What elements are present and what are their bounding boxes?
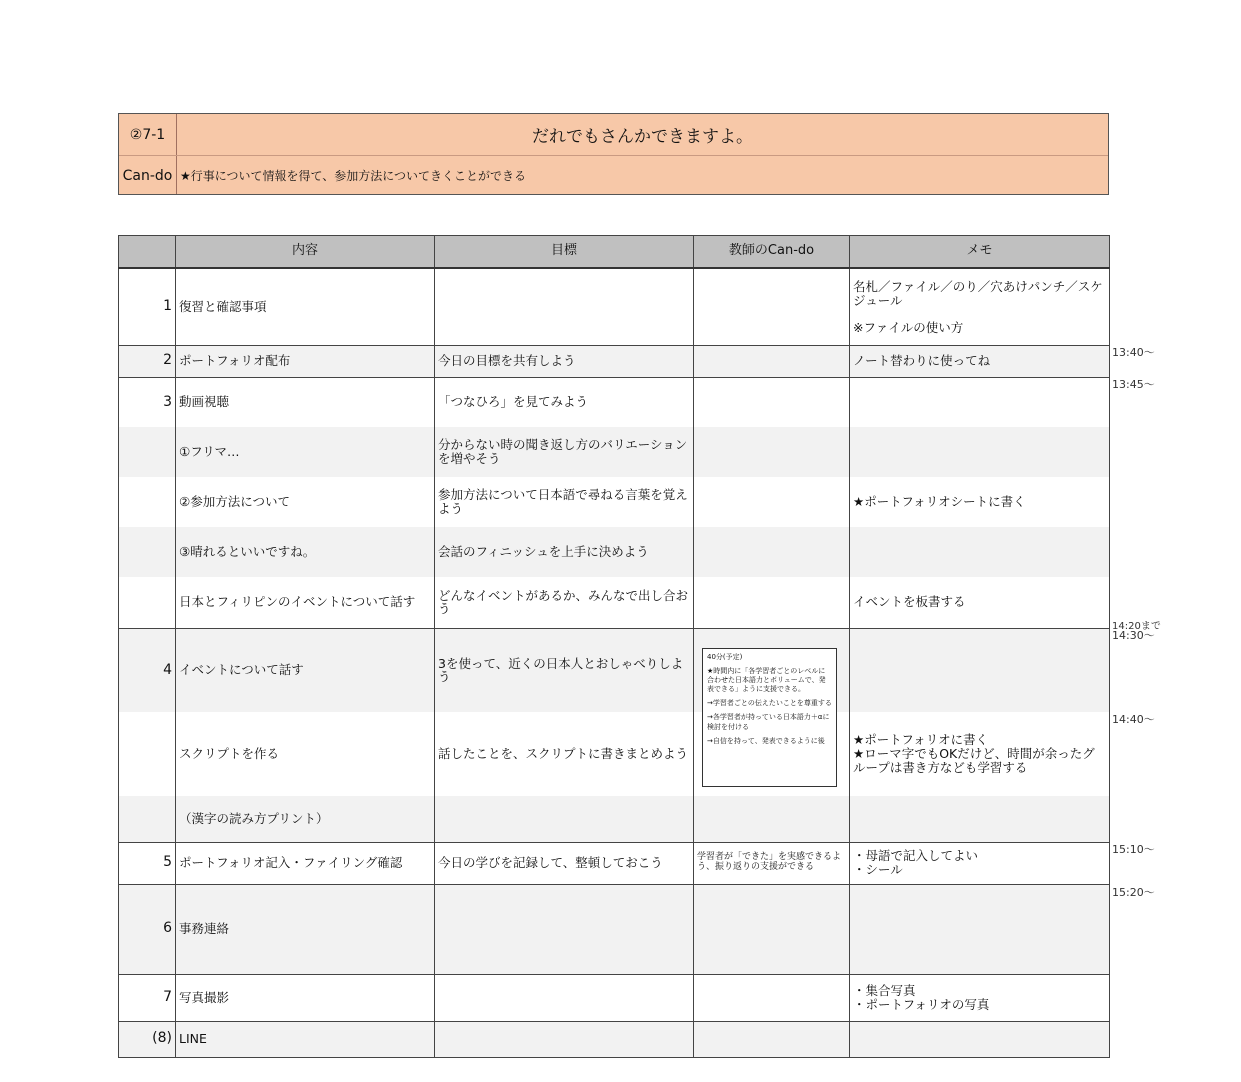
row-content: ②参加方法について xyxy=(176,477,435,527)
row-number xyxy=(119,477,176,527)
time-label: 15:10～ xyxy=(1112,843,1155,856)
row-number xyxy=(119,796,176,842)
row-goal: 今日の目標を共有しよう xyxy=(435,345,694,377)
row-content: ポートフォリオ記入・ファイリング確認 xyxy=(176,842,435,884)
memo-line: ノート替わりに使ってね xyxy=(853,353,991,369)
row-teacher-cando xyxy=(694,527,850,577)
memo-line: ★ポートフォリオシートに書く xyxy=(853,494,1026,510)
row-number: 4 xyxy=(119,628,176,712)
row-number: 6 xyxy=(119,884,176,974)
memo-line: ※ファイルの使い方 xyxy=(853,319,964,335)
lesson-plan-table xyxy=(118,235,1110,1058)
row-goal: 参加方法について日本語で尋ねる言葉を覚えよう xyxy=(435,477,694,527)
memo-line: 名札／ファイル／のり／穴あけパンチ／スケジュール xyxy=(853,279,1103,308)
row-memo xyxy=(850,1021,1110,1057)
row-number: 5 xyxy=(119,842,176,884)
column-header-content: 内容 xyxy=(176,236,435,269)
row-memo xyxy=(850,527,1110,577)
row-goal xyxy=(435,974,694,1021)
row-number xyxy=(119,427,176,477)
table-row xyxy=(119,345,1110,377)
row-memo xyxy=(850,884,1110,974)
row-teacher-cando xyxy=(694,577,850,628)
row-teacher-cando xyxy=(694,377,850,427)
row-teacher-cando: 学習者が「できた」を実感できるよう、振り返りの支援ができる xyxy=(694,842,850,884)
table-header-row xyxy=(119,236,1110,269)
row-number: 2 xyxy=(119,345,176,377)
row-number xyxy=(119,712,176,796)
row-memo xyxy=(850,628,1110,712)
row-content: LINE xyxy=(176,1021,435,1057)
table-row xyxy=(119,577,1110,628)
time-label: 13:40～ xyxy=(1112,346,1155,359)
time-label: 14:40～ xyxy=(1112,713,1155,726)
row-number xyxy=(119,577,176,628)
table-row xyxy=(119,842,1110,884)
row-content: 復習と確認事項 xyxy=(176,268,435,345)
row-teacher-cando xyxy=(694,1021,850,1057)
row-content: イベントについて話す xyxy=(176,628,435,712)
memo-line: ★ローマ字でもOKだけど、時間が余ったグループは書き方なども学習する xyxy=(853,746,1095,775)
row-number: (8) xyxy=(119,1021,176,1057)
time-label: 15:20～ xyxy=(1112,886,1155,899)
table-row xyxy=(119,1021,1110,1057)
row-memo xyxy=(850,712,1110,796)
row-teacher-cando xyxy=(694,345,850,377)
table-row xyxy=(119,796,1110,842)
row-goal xyxy=(435,268,694,345)
row-teacher-cando xyxy=(694,427,850,477)
lesson-title: だれでもさんかできますよ。 xyxy=(532,127,753,147)
column-header-teacher-cando: 教師のCan-do xyxy=(694,236,850,269)
row-goal: 3を使って、近くの日本人とおしゃべりしよう xyxy=(435,628,694,712)
memo-line: ・母語で記入してよい xyxy=(853,848,979,864)
column-header-number xyxy=(119,236,176,269)
row-content: 日本とフィリピンのイベントについて話す xyxy=(176,577,435,628)
memo-line: ・シール xyxy=(853,862,903,877)
row-memo xyxy=(850,796,1110,842)
row-memo xyxy=(850,345,1110,377)
teacher-note-line: →学習者ごとの伝えたいことを尊重する xyxy=(707,699,832,708)
time-label: 13:45～ xyxy=(1112,378,1155,391)
column-header-goal: 目標 xyxy=(435,236,694,269)
teacher-note-line: →自信を持って、発表できるように後 xyxy=(707,736,825,745)
row-goal: どんなイベントがあるか、みんなで出し合おう xyxy=(435,577,694,628)
row-goal: 「つなひろ」を見てみよう xyxy=(435,377,694,427)
row-number xyxy=(119,527,176,577)
table-row xyxy=(119,712,1110,796)
row-content: スクリプトを作る xyxy=(176,712,435,796)
teacher-note-box xyxy=(702,648,837,787)
row-content: 動画視聴 xyxy=(176,377,435,427)
teacher-note-line: ★時間内に「各学習者ごとのレベルに合わせた日本語力とボリュームで、発表できる」ように支援できる。 xyxy=(707,667,826,694)
cando-text: ★行事について情報を得て、参加方法についてきくことができる xyxy=(180,169,527,183)
row-memo xyxy=(850,577,1110,628)
memo-line: ★ポートフォリオに書く xyxy=(853,732,989,748)
row-goal xyxy=(435,884,694,974)
row-goal xyxy=(435,796,694,842)
row-content: 写真撮影 xyxy=(176,974,435,1021)
table-row xyxy=(119,377,1110,427)
memo-line: ・ポートフォリオの写真 xyxy=(853,996,990,1012)
lesson-code: ②7-1 xyxy=(129,126,166,143)
table-row xyxy=(119,974,1110,1021)
row-teacher-cando xyxy=(694,796,850,842)
row-teacher-cando xyxy=(694,477,850,527)
table-row xyxy=(119,884,1110,974)
row-teacher-cando xyxy=(694,974,850,1021)
row-content: ③晴れるといいですね。 xyxy=(176,527,435,577)
cando-label: Can-do xyxy=(122,167,173,184)
row-goal xyxy=(435,1021,694,1057)
table-row xyxy=(119,527,1110,577)
teacher-note-line: →各学習者が持っている日本語力＋αに検討を付ける xyxy=(707,713,830,731)
lesson-header xyxy=(118,113,1109,195)
row-number: 1 xyxy=(119,268,176,345)
row-goal: 分からない時の聞き返し方のバリエーションを増やそう xyxy=(435,427,694,477)
memo-line: ・集合写真 xyxy=(853,982,916,998)
row-goal: 会話のフィニッシュを上手に決めよう xyxy=(435,527,694,577)
row-content: ①フリマ… xyxy=(176,427,435,477)
row-number: 7 xyxy=(119,974,176,1021)
table-row xyxy=(119,628,1110,712)
memo-line: イベントを板書する xyxy=(853,594,966,610)
table-row xyxy=(119,268,1110,345)
time-label: 14:30～ xyxy=(1112,629,1155,642)
row-content: 事務連絡 xyxy=(176,884,435,974)
column-header-memo: メモ xyxy=(850,236,1110,269)
row-memo xyxy=(850,477,1110,527)
table-row xyxy=(119,427,1110,477)
row-teacher-cando xyxy=(694,268,850,345)
row-memo xyxy=(850,427,1110,477)
row-memo xyxy=(850,268,1110,345)
row-number: 3 xyxy=(119,377,176,427)
teacher-note-line: 40分(予定) xyxy=(707,653,743,661)
row-content: ポートフォリオ配布 xyxy=(176,345,435,377)
row-teacher-cando xyxy=(694,884,850,974)
row-memo xyxy=(850,377,1110,427)
table-row xyxy=(119,477,1110,527)
row-goal: 今日の学びを記録して、整頓しておこう xyxy=(435,842,694,884)
row-memo xyxy=(850,842,1110,884)
row-goal: 話したことを、スクリプトに書きまとめよう xyxy=(435,712,694,796)
row-content: （漢字の読み方プリント） xyxy=(176,796,435,842)
time-label: 14:20まで xyxy=(1112,621,1161,632)
row-memo xyxy=(850,974,1110,1021)
